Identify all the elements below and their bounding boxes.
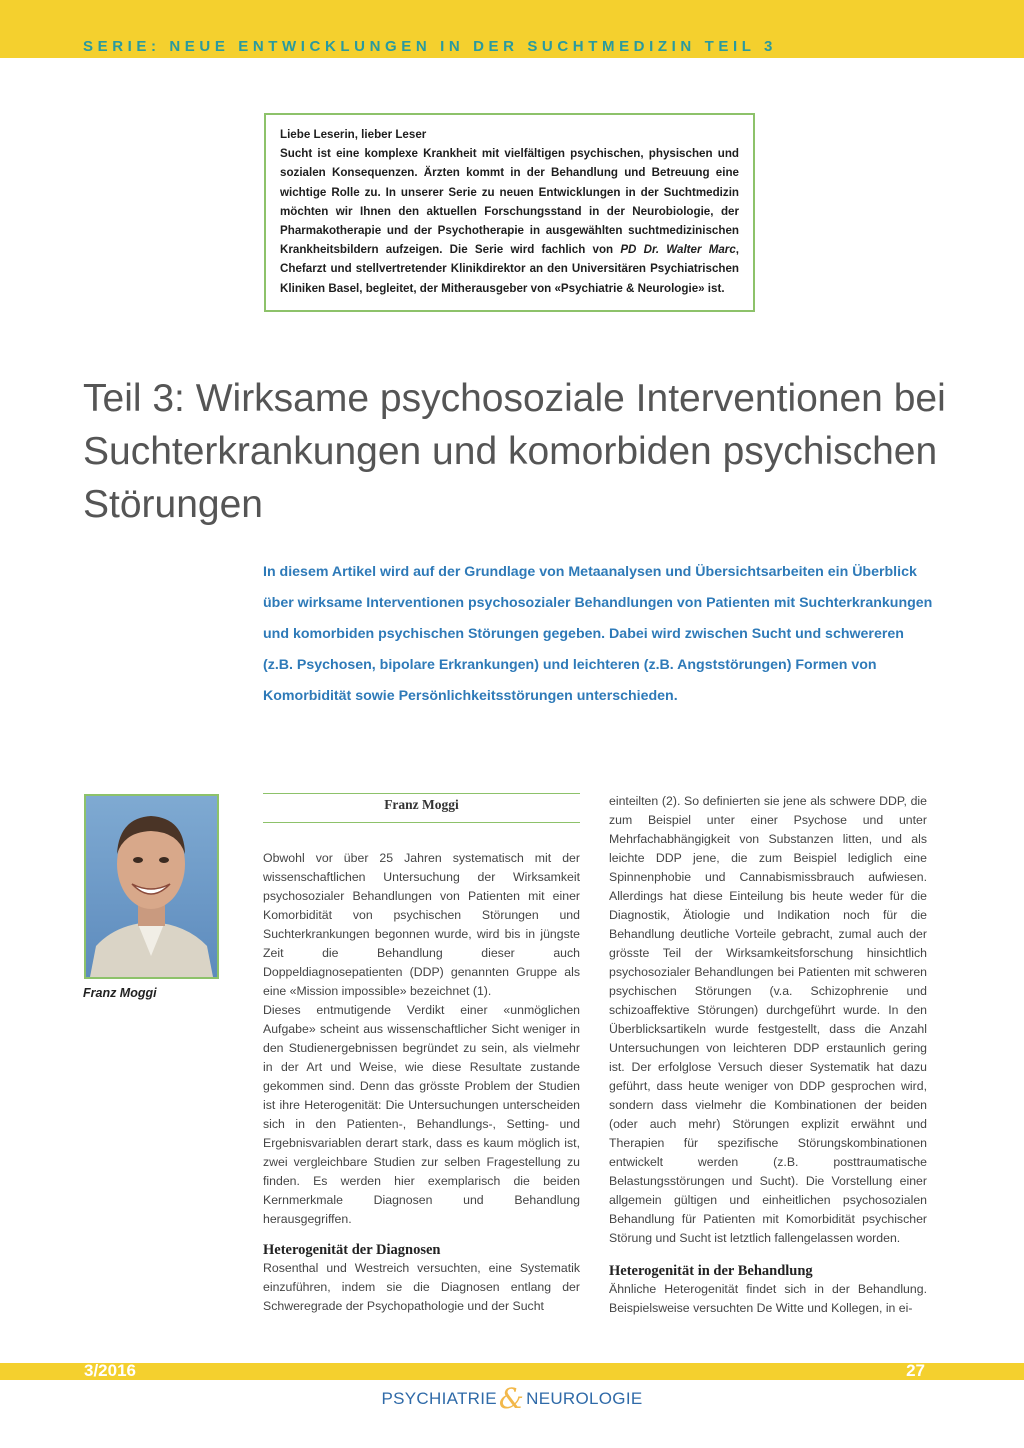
paragraph: Ähnliche Heterogenität findet sich in der Behandlung. Beispielsweise versuchten De Witte und Kollegen, in ei- — [609, 1282, 927, 1315]
author-rule-bottom — [263, 822, 580, 823]
article-title: Teil 3: Wirksame psychosoziale Interventionen bei Suchterkrankungen und komorbiden psychischen Störungen — [83, 377, 946, 526]
paragraph: einteilten (2). So definierten sie jene als schwere DDP, die zum Beispiel unter einer Psychose und unter Mehrfachabhängigkeit von Substanzen litten, und als leichte DDP jene, die zum Beispiel lediglich eine Spinnenphobie und Cannabismissbrauch aufwiesen. Allerdings hat diese Einteilung bis heute weder für die Diagnostik, Ätiologie und Indikation noch für die Behandlung deutliche Vorteile gebracht, zumal auch der grösste Teil der Wirksamkeitsforschung hinsichtlich psychosozialer Behandlungen bei Patienten mit schweren psychischen Störungen (v.a. Schizophrenie und schizoaffektive Störungen) durchgeführt wurde. In den Überblicksartikeln wurde festgestellt, dass die Anzahl Untersuchungen von leichteren DDP erstaunlich gering ist. Der erfolglose Versuch dieser Systematik hat dazu geführt, dass heute weniger von DDP gesprochen wird, sondern dass vielmehr die Kombinationen der beiden (oder auch mehr) Störungen explizit erwähnt und Therapien für spezifische Störungskombinationen entwickelt werden (z.B. posttraumatische Belastungsstörungen und Sucht). Die Vorstellung einer allgemein gültigen und einheitlichen psychosozialen Behandlung für Patienten mit Komorbidität psychischer Störung und Sucht ist letztlich fallengelassen worden. — [609, 794, 927, 1245]
author-photo — [84, 794, 219, 979]
text-column-1 — [263, 849, 580, 1316]
author-rule-top — [263, 793, 580, 794]
page-number: 27 — [906, 1361, 925, 1380]
footer-bar — [0, 1363, 1024, 1380]
section-heading: Heterogenität in der Behandlung — [609, 1263, 813, 1279]
editor-name: PD Dr. Walter Marc — [620, 243, 736, 257]
author-name: Franz Moggi — [384, 797, 459, 812]
issue-number: 3/2016 — [84, 1361, 136, 1380]
editorial-greeting: Liebe Leserin, lieber Leser — [280, 128, 427, 141]
series-title: SERIE: NEUE ENTWICKLUNGEN IN DER SUCHTMEDIZIN TEIL 3 — [83, 38, 777, 55]
article-lead: In diesem Artikel wird auf der Grundlage von Metaanalysen und Übersichtsarbeiten ein Überblick über wirksame Interventionen psychosozialer Behandlungen von Patienten mit Suchterkrankungen und komorbiden psychischen Störungen gegeben. Dabei wird zwischen Sucht und schwereren (z.B. Psychosen, bipolare Erkrankungen) und leichteren (z.B. Angststörungen) Formen von Komorbidität sowie Persönlichkeitsstörungen unterschieden. — [263, 564, 933, 704]
photo-caption: Franz Moggi — [83, 986, 157, 1000]
paragraph: Rosenthal und Westreich versuchten, eine Systematik einzuführen, indem sie die Diagnosen entlang der Schweregrade der Psychopathologie und der Sucht — [263, 1261, 580, 1313]
editorial-text: Sucht ist eine komplexe Krankheit mit vielfältigen psychischen, physischen und sozialen Konsequenzen. Ärzten kommt in der Behandlung und Betreuung eine wichtige Rolle zu. In unserer Serie zu neuen Entwicklungen in der Suchtmedizin möchten wir Ihnen den aktuellen Forschungsstand in der Neurobiologie, der Pharmakotherapie und der Psychotherapie in ausgewählten suchtmedizinischen Krankheitsbildern aufzeigen. Die Serie wird fachlich von PD Dr. Walter Marc, Chefarzt und stellvertretender Klinikdirektor an den Universitären Psychiatrischen Kliniken Basel, begleitet, der Mitherausgeber von «Psychiatrie & Neurologie» ist. — [280, 147, 739, 295]
text-column-2 — [609, 792, 927, 1318]
journal-logo: PSYCHIATRIE& NEUROLOGIE — [381, 1382, 643, 1415]
section-heading: Heterogenität der Diagnosen — [263, 1242, 441, 1258]
paragraph: Dieses entmutigende Verdikt einer «unmöglichen Aufgabe» scheint aus wissenschaftlicher Sicht weniger in den Studienergebnissen begründet zu sein, als vielmehr in der Art und Weise, wie diese Resultate zustande gekommen sind. Denn das grösste Problem der Studien ist ihre Heterogenität: Die Untersuchungen unterscheiden sich in den Patienten-, Behandlungs-, Setting- und Ergebnisvariablen derart stark, dass es kaum möglich ist, zwei vergleichbare Studien zur selben Fragestellung zu finden. Es werden hier exemplarisch die beiden Kernmerkmale Diagnosen und Behandlung herausgegriffen. — [263, 1003, 580, 1226]
paragraph: Obwohl vor über 25 Jahren systematisch mit der wissenschaftlichen Untersuchung der Wirksamkeit psychosozialer Behandlungen von Patienten mit einer Komorbidität von psychischen Störungen und Suchterkrankungen begonnen wurde, wird bis in jüngste Zeit die Behandlung dieser auch Doppeldiagnosepatienten (DDP) genannten Gruppe als eine «Mission impossible» bezeichnet (1). — [263, 851, 580, 998]
editorial-box — [264, 113, 755, 312]
